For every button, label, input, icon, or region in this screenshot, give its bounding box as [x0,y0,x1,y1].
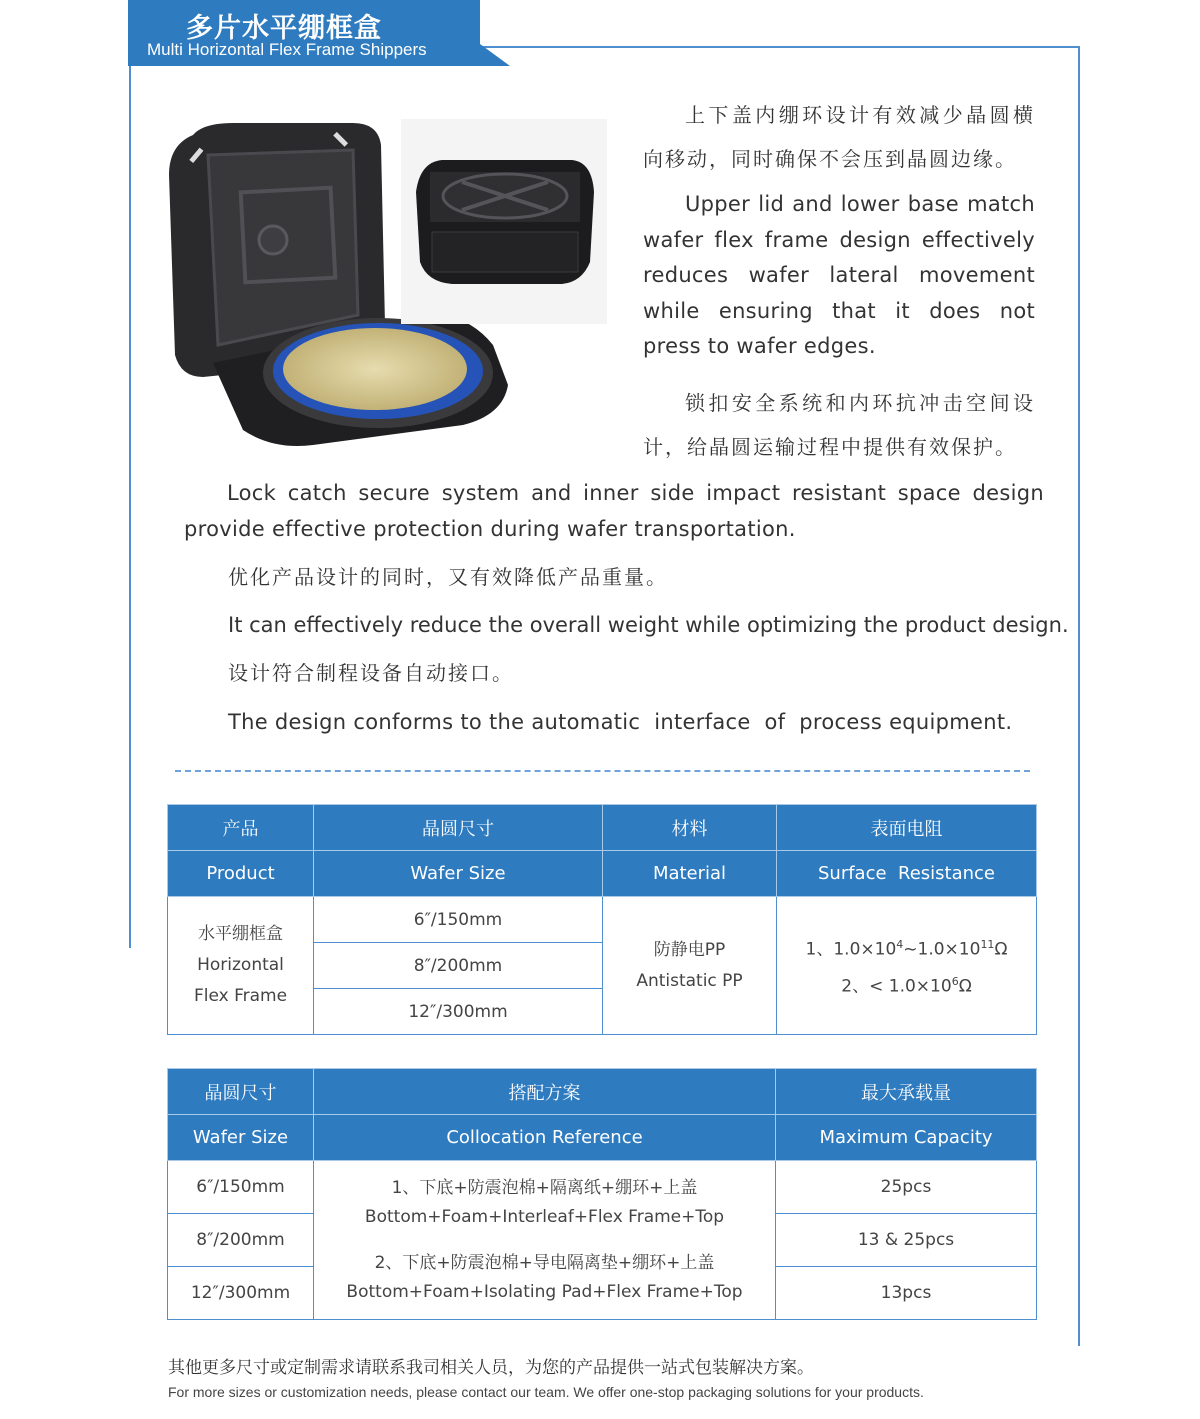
intro-paragraph-2-zh: 锁扣安全系统和内环抗冲击空间设计，给晶圆运输过程中提供有效保护。 [643,391,1035,459]
collocation-1-en: Bottom+Foam+Interleaf+Flex Frame+Top [364,1206,725,1227]
product-cell [168,897,314,1035]
table-row [168,1161,1037,1214]
intro-paragraph-2-en: Lock catch secure system and inner side impact resistant space design provide effective protection during wafer transportation. [184,481,1044,541]
intro-paragraph-4-zh: 设计符合制程设备自动接口。 [228,661,514,685]
collocation-table [167,1068,1037,1320]
material-en: Antistatic PP [636,970,743,991]
footer-note-zh: 其他更多尺寸或定制需求请联系我司相关人员，为您的产品提供一站式包装解决方案。 [168,1358,814,1378]
header-material-en: Material [603,851,777,897]
product-name-en-2: Flex Frame [193,986,288,1006]
header-wafer-size-en: Wafer Size [314,851,603,897]
header-row-zh [168,1069,1037,1115]
wafer-size-cell: 8″/200mm [168,1214,314,1267]
header-material-zh: 材料 [603,805,777,851]
intro-paragraph-1-en: Upper lid and lower base match wafer flex frame design effectively reduces wafer lateral movement while ensuring that it does not press to wafer edges. [643,192,1035,358]
header-row-en [168,851,1037,897]
resistance-line-1: 1、$1.0\times 10^4\sim 1.0\times 10^{11}\Omega$ [805,937,1008,960]
wafer-size-cell: 6″/150mm [314,897,603,943]
collocation-2-en: Bottom+Foam+Isolating Pad+Flex Frame+Top [346,1281,743,1302]
capacity-cell: 13 & 25pcs [776,1214,1037,1267]
collocation-2-zh: 2、下底+防震泡棉+导电隔离垫+绷环+上盖 [374,1252,715,1273]
wafer-size-cell: 12″/300mm [314,989,603,1035]
header-capacity-zh: 最大承载量 [776,1069,1037,1115]
capacity-cell: 13pcs [776,1267,1037,1320]
product-spec-table [167,804,1037,1035]
header-product-zh: 产品 [168,805,314,851]
wafer-size-cell: 12″/300mm [168,1267,314,1320]
header-wafer-size-zh: 晶圆尺寸 [168,1069,314,1115]
header-product-en: Product [168,851,314,897]
intro-paragraph-3-zh: 优化产品设计的同时，又有效降低产品重量。 [228,565,668,589]
footer-note-en: For more sizes or customization needs, please contact our team. We offer one-stop packaging solutions for your products. [168,1384,924,1400]
product-name-zh: 水平绷框盒 [198,924,283,944]
intro-paragraph-4-en: The design conforms to the automatic interface of process equipment. [228,710,1013,734]
header-resistance-zh: 表面电阻 [777,805,1037,851]
product-name-en-1: Horizontal [197,955,284,975]
header-row-en [168,1115,1037,1161]
table-row [168,897,1037,943]
dashed-divider [175,770,1030,772]
collocation-cell [314,1161,776,1320]
page-title: 多片水平绷框盒 [186,13,382,44]
closed-shipper-image [412,152,598,292]
intro-paragraph-3-en: It can effectively reduce the overall weight while optimizing the product design. [228,613,1069,637]
collocation-1-zh: 1、下底+防震泡棉+隔离纸+绷环+上盖 [391,1177,698,1198]
header-wafer-size-en: Wafer Size [168,1115,314,1161]
header-row-zh [168,805,1037,851]
intro-paragraph-1-zh: 上下盖内绷环设计有效减少晶圆横向移动，同时确保不会压到晶圆边缘。 [643,103,1035,171]
header-collocation-zh: 搭配方案 [314,1069,776,1115]
header-resistance-en: Surface Resistance [777,851,1037,897]
wafer-size-cell: 6″/150mm [168,1161,314,1214]
header-wafer-size-zh: 晶圆尺寸 [314,805,603,851]
wafer-size-cell: 8″/200mm [314,943,603,989]
resistance-cell [777,897,1037,1035]
capacity-cell: 25pcs [776,1161,1037,1214]
page-subtitle: Multi Horizontal Flex Frame Shippers [147,40,427,59]
resistance-line-2: 2、< $1.0\times 10^6\Omega$ [841,974,972,997]
material-cell [603,897,777,1035]
material-zh: 防静电PP [653,939,726,960]
header-capacity-en: Maximum Capacity [776,1115,1037,1161]
header-collocation-en: Collocation Reference [314,1115,776,1161]
